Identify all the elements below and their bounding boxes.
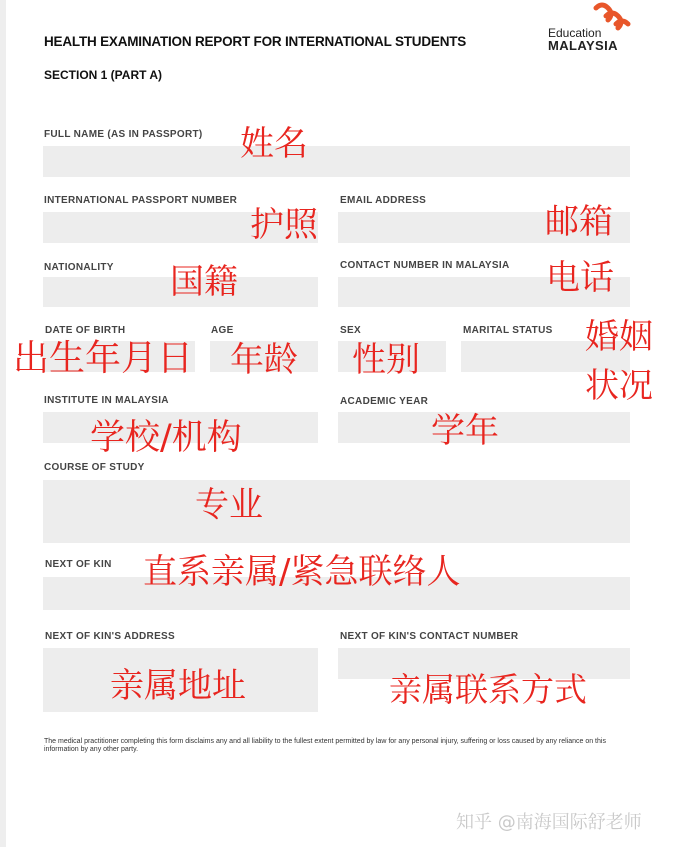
institute-label: INSTITUTE IN MALAYSIA xyxy=(44,395,169,406)
disclaimer-text: The medical practitioner completing this form disclaims any and all liability to the fullest extent permitted by law for any personal injury, suffering or loss caused by any reliance on this information by any other party. xyxy=(44,738,606,753)
annotation-age: 年龄 xyxy=(230,340,298,380)
logo-line-malaysia: MALAYSIA xyxy=(548,38,618,53)
annotation-passport: 护照 xyxy=(250,205,318,245)
next-of-kin-label: NEXT OF KIN xyxy=(45,559,112,570)
annotation-academic-year: 学年 xyxy=(431,411,499,451)
full-name-label: FULL NAME (AS IN PASSPORT) xyxy=(44,129,203,140)
contact-label: CONTACT NUMBER IN MALAYSIA xyxy=(340,260,510,271)
sex-label: SEX xyxy=(340,325,361,336)
report-title: HEALTH EXAMINATION REPORT FOR INTERNATIONAL STUDENTS xyxy=(44,34,467,49)
course-field[interactable] xyxy=(43,480,630,543)
annotation-dob: 出生年月日 xyxy=(13,338,194,379)
full-name-field[interactable] xyxy=(43,146,630,177)
annotation-email: 邮箱 xyxy=(545,202,613,242)
kin-contact-label: NEXT OF KIN'S CONTACT NUMBER xyxy=(340,631,519,642)
academic-year-label: ACADEMIC YEAR xyxy=(340,396,429,407)
passport-label: INTERNATIONAL PASSPORT NUMBER xyxy=(44,195,238,206)
marital-status-label: MARITAL STATUS xyxy=(463,325,553,336)
annotation-next-of-kin: 直系亲属/紧急联络人 xyxy=(143,552,461,592)
annotation-sex: 性别 xyxy=(352,340,420,380)
zhihu-watermark: 知乎 @南海国际舒老师 xyxy=(456,812,642,833)
nationality-label: NATIONALITY xyxy=(44,262,114,273)
section-heading: SECTION 1 (PART A) xyxy=(44,68,163,82)
annotation-kin-contact: 亲属联系方式 xyxy=(389,670,587,709)
course-label: COURSE OF STUDY xyxy=(44,462,145,473)
kin-address-label: NEXT OF KIN'S ADDRESS xyxy=(45,631,175,642)
logo-line-education: Education xyxy=(548,26,602,40)
annotation-nationality: 国籍 xyxy=(170,262,238,302)
email-label: EMAIL ADDRESS xyxy=(340,195,427,206)
age-label: AGE xyxy=(211,325,234,336)
annotation-marital-1: 婚姻 xyxy=(585,317,653,357)
dob-label: DATE OF BIRTH xyxy=(45,325,126,336)
education-malaysia-logo xyxy=(546,0,646,60)
annotation-marital-2: 状况 xyxy=(585,366,653,406)
page-edge xyxy=(0,0,6,847)
annotation-name: 姓名 xyxy=(240,124,308,164)
annotation-institute: 学校/机构 xyxy=(90,418,242,458)
annotation-kin-address: 亲属地址 xyxy=(110,666,246,706)
annotation-phone: 电话 xyxy=(546,258,614,298)
annotation-course: 专业 xyxy=(195,485,263,525)
